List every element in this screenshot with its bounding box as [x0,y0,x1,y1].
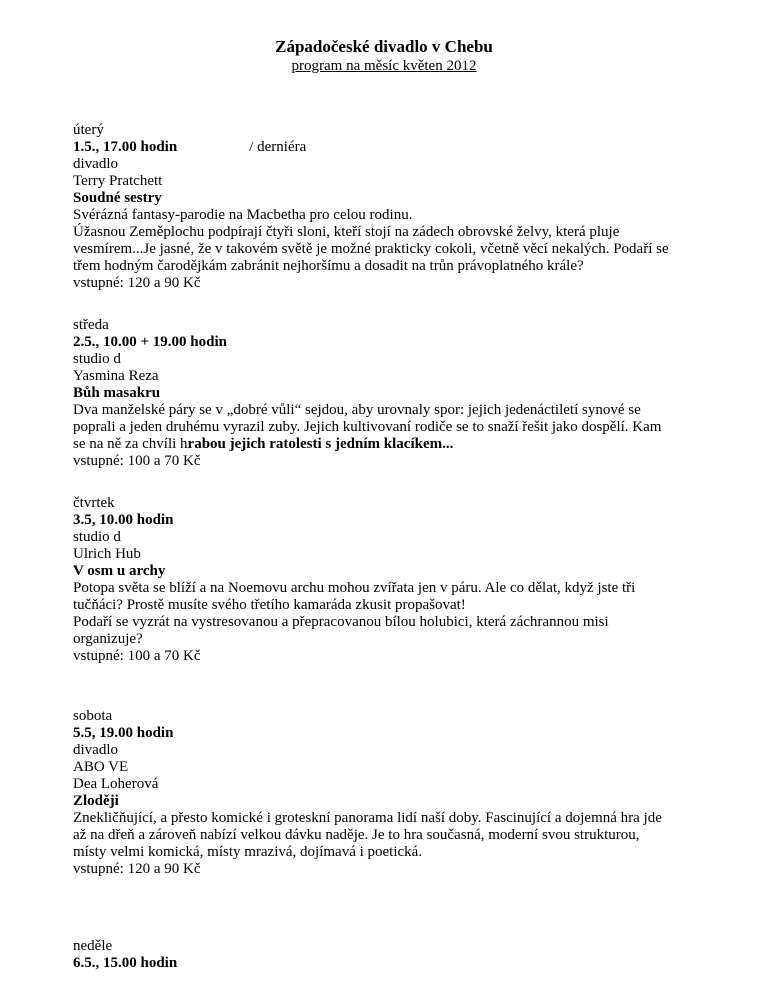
event-block [73,122,753,292]
event-note: / derniéra [249,139,307,155]
event-venue: divadlo [73,156,118,172]
event-description-line: Znekličňující, a přesto komické i groteskní panorama lidí naší doby. Fascinující a dojemná hra jde [73,810,662,826]
event-block [73,708,753,878]
event-description-line: tučňáci? Prostě musíte svého třetího kamaráda zkusit propašovat! [73,597,466,613]
event-extra: ABO VE [73,759,129,775]
event-description-bold: rabou jejich ratolesti s jedním klacíkem... [187,436,454,452]
event-day: neděle [73,938,113,954]
event-time: 3.5, 10.00 hodin [73,512,174,528]
event-block [73,938,753,972]
event-title: Soudné sestry [73,190,162,206]
event-description-line: Dva manželské páry se v „dobré vůli“ sejdou, aby urovnaly spor: jejich jedenáctiletí synové se [73,402,641,418]
event-price: vstupné: 120 a 90 Kč [73,275,201,291]
event-time: 1.5., 17.00 hodin [73,139,178,155]
event-description-line: až na dřeň a zároveň nabízí velkou dávku naděje. Je to hra současná, moderní svou strukturou, [73,827,640,843]
event-author: Terry Pratchett [73,173,163,189]
event-venue: studio d [73,351,121,367]
event-description-line: vesmírem...Je jasné, že v takovém světě je možné prakticky cokoli, včetně věcí nekalých. Podaří se [73,241,669,257]
event-day: čtvrtek [73,495,115,511]
event-description-line: třem hodným čarodějkám zabránit nejhoršímu a dosadit na trůn právoplatného krále? [73,258,584,274]
event-description-line [73,436,753,453]
event-price: vstupné: 100 a 70 Kč [73,648,201,664]
event-time: 6.5., 15.00 hodin [73,955,178,971]
event-day: středa [73,317,109,333]
event-description-line: Potopa světa se blíží a na Noemovu archu mohou zvířata jen v páru. Ale co dělat, když jste tři [73,580,636,596]
event-description-line: místy velmi komická, místy mrazivá, dojímavá i poetická. [73,844,423,860]
event-author: Yasmina Reza [73,368,159,384]
event-author: Ulrich Hub [73,546,141,562]
event-price: vstupné: 100 a 70 Kč [73,453,201,469]
event-tagline: Svérázná fantasy-parodie na Macbetha pro celou rodinu. [73,207,413,223]
event-title: Bůh masakru [73,385,161,401]
event-day: sobota [73,708,113,724]
event-description-line: Podaří se vyzrát na vystresovanou a přepracovanou bílou holubici, která záchrannou misi [73,614,609,630]
event-title: Zloději [73,793,119,809]
event-title: V osm u archy [73,563,166,579]
document-title: Západočeské divadlo v Chebu [275,37,493,56]
event-venue: divadlo [73,742,118,758]
event-time: 2.5., 10.00 + 19.00 hodin [73,334,227,350]
event-day: úterý [73,122,104,138]
event-author: Dea Loherová [73,776,159,792]
event-description-plain: se na ně za chvíli h [73,436,188,452]
event-time: 5.5, 19.00 hodin [73,725,174,741]
event-block [73,495,753,665]
event-venue: studio d [73,529,121,545]
event-description-line: organizuje? [73,631,143,647]
event-description-line: poprali a jeden druhému vyrazil zuby. Jejich kultivovaní rodiče se to snaží řešit jako dospělí. Kam [73,419,662,435]
event-description-line: Úžasnou Zeměplochu podpírají čtyři sloni, kteří stojí na zádech obrovské želvy, která pluje [73,224,620,240]
event-block [73,317,753,470]
document-subtitle: program na měsíc květen 2012 [291,58,477,74]
event-price: vstupné: 120 a 90 Kč [73,861,201,877]
event-time-line [73,139,753,156]
